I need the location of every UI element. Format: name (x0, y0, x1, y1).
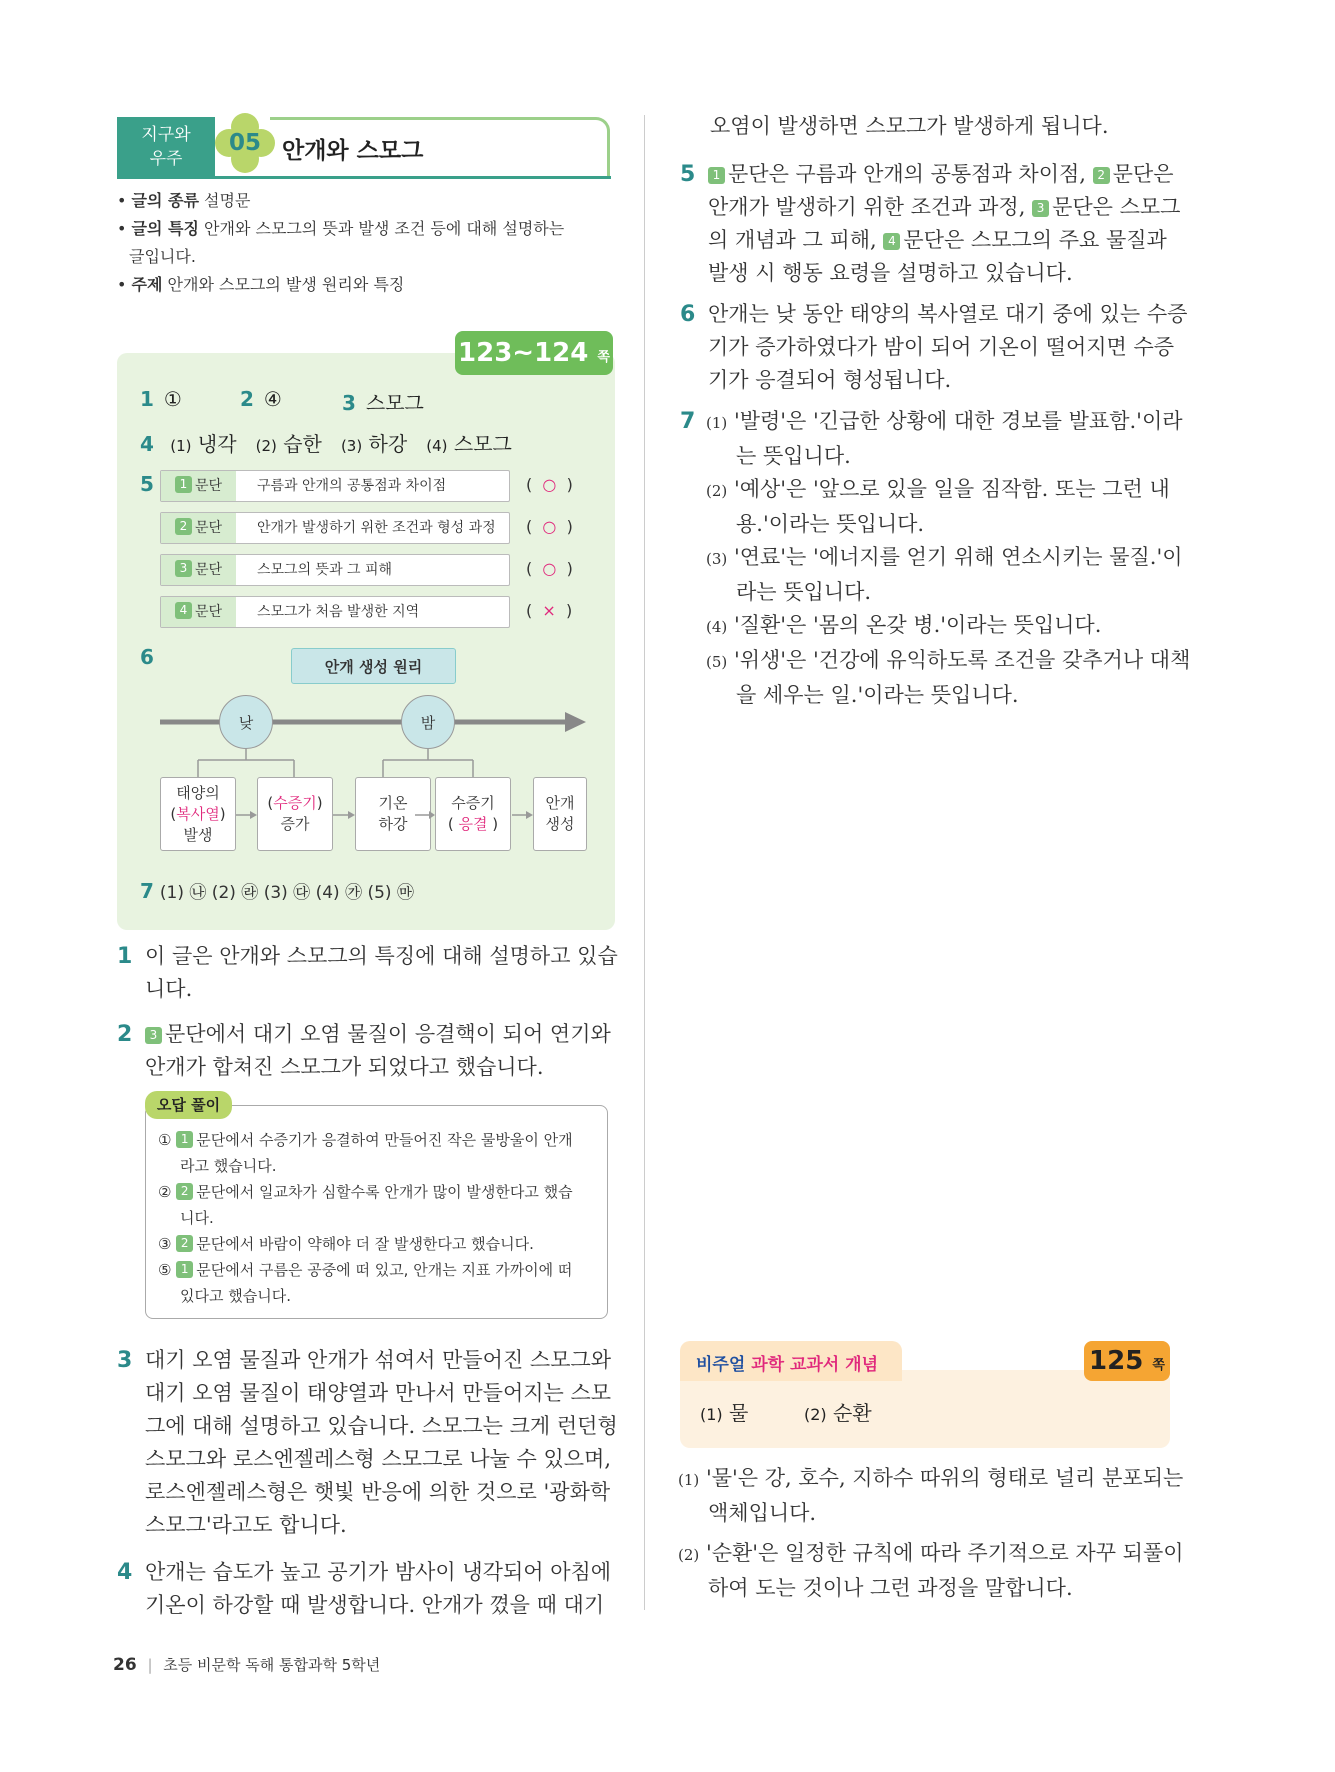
explanation-2-num: 2 (117, 1022, 133, 1047)
mark-4: ( × ) (526, 601, 573, 620)
paragraph-row: 4 문단 스모그가 처음 발생한 지역 (160, 596, 510, 628)
meta-feature: • 글의 특징 안개와 스모그의 뜻과 발생 조건 등에 대해 설명하는 (117, 219, 565, 238)
explanation-6: 안개는 낮 동안 태양의 복사열로 대기 중에 있는 수증 기가 증가하였다가 밤이 되어 기온이 떨어지면 수증 기가 응결되어 형성됩니다. (708, 302, 1188, 392)
explanation-4-num: 4 (117, 1560, 133, 1585)
explanation-3: 대기 오염 물질과 안개가 섞여서 만들어진 스모그와 대기 오염 물질이 태양열과 만나서 만들어지는 스모 그에 대해 설명하고 있습니다. 스모그는 크게 런던형 스모그와 로스엔젤레스형 스모그로 나눌 수 있으며, 로스엔젤레스형은 햇빛 반응에 의한 것으로 '광화학 스모그'라고도 합니다. (145, 1348, 618, 1537)
answer-2: 2 ④ (240, 387, 282, 411)
answer-5-num: 5 (140, 472, 154, 496)
meta-type: • 글의 종류 설명문 (117, 191, 251, 210)
diagram-title: 안개 생성 원리 (291, 648, 456, 684)
visual-page-tag: 125 쪽 (1084, 1341, 1170, 1381)
visual-answer-2: (2) 순환 (804, 1401, 872, 1425)
wrong-answer-tag: 오답 풀이 (145, 1091, 232, 1119)
subject-line2: 우주 (149, 149, 183, 169)
paragraph-row: 2 문단 안개가 발생하기 위한 조건과 형성 과정 (160, 512, 510, 544)
subject-line1: 지구와 (141, 125, 191, 145)
night-circle: 밤 (401, 695, 455, 749)
visual-title: 비주얼 과학 교과서 개념 (696, 1355, 878, 1375)
lesson-number: 05 (228, 130, 261, 156)
column-divider (644, 115, 645, 1610)
explanation-6-num: 6 (680, 302, 696, 327)
mark-2: ( ○ ) (526, 517, 573, 536)
explanation-4: 안개는 습도가 높고 공기가 밤사이 냉각되어 아침에 기온이 하강할 때 발생합니다. 안개가 꼈을 때 대기 (145, 1560, 612, 1617)
mark-3: ( ○ ) (526, 559, 573, 578)
explanation-7: (1) '발령'은 '긴급한 상황에 대한 경보를 발표함.'이라 는 뜻입니다. (2) '예상'은 '앞으로 있을 일을 짐작함. 또는 그런 내 용.'이라는 뜻입니다. (3) '연료'는 '에너지를 얻기 위해 연소시키는 물질.'이 라는 뜻입니다. (4) '질환'은 '몸의 온갖 병.'이라는 뜻입니다. (5) '위생'은 '건강에 유익하도록 조건을 갖추거나 대책 을 세우는 일.'이라는 뜻입니다. (706, 409, 1191, 707)
paragraph-row: 3 문단 스모그의 뜻과 그 피해 (160, 554, 510, 586)
explanation-5-num: 5 (680, 162, 696, 187)
visual-box (680, 1370, 1170, 1448)
explanation-4-cont: 오염이 발생하면 스모그가 발생하게 됩니다. (710, 114, 1109, 138)
meta-feature-cont: 글입니다. (129, 247, 196, 266)
subject-tab (117, 117, 215, 177)
meta-topic: • 주제 안개와 스모그의 발생 원리와 특징 (117, 275, 405, 294)
footer: 26 | 초등 비문학 독해 통합과학 5학년 (113, 1655, 381, 1675)
explanation-1-num: 1 (117, 944, 133, 969)
visual-explanation-2: (2) '순환'은 일정한 규칙에 따라 주기적으로 자꾸 되풀이 하여 도는 것이나 그런 과정을 말합니다. (678, 1541, 1184, 1600)
answer-6-num: 6 (140, 645, 154, 669)
explanation-5: 1 문단은 구름과 안개의 공통점과 차이점, 2 문단은 안개가 발생하기 위한 조건과 과정, 3 문단은 스모그 의 개념과 그 피해, 4 문단은 스모그의 주요 물질과 발생 시 행동 요령을 설명하고 있습니다. (708, 162, 1181, 285)
explanation-7-num: 7 (680, 409, 696, 434)
header-underline (117, 176, 611, 179)
visual-explanation-1: (1) '물'은 강, 호수, 지하수 따위의 형태로 널리 분포되는 액체입니다. (678, 1466, 1184, 1525)
day-circle: 낮 (219, 695, 273, 749)
answer-7: 7 (1) ㉯ (2) ㉱ (3) ㉰ (4) ㉮ (5) ㉲ (140, 879, 414, 903)
paragraph-row: 1 문단 구름과 안개의 공통점과 차이점 (160, 470, 510, 502)
page-title: 안개와 스모그 (282, 138, 424, 164)
process-arrows (236, 808, 556, 822)
answer-1: 1 ① (140, 387, 182, 411)
process-box: (수증기) 증가 (257, 777, 333, 851)
answer-4: 4 (1) 냉각 (2) 습한 (3) 하강 (4) 스모그 (140, 432, 512, 456)
process-box: 수증기 ( 응결 ) (435, 777, 511, 851)
answer-3: 3 스모그 (342, 391, 424, 415)
explanation-3-num: 3 (117, 1348, 133, 1373)
process-box: 태양의 (복사열) 발생 (160, 777, 236, 851)
visual-answer-1: (1) 물 (700, 1401, 749, 1425)
wrong-answer-list: ① 1 문단에서 수증기가 응결하여 만들어진 작은 물방울이 안개 라고 했습니다. ② 2 문단에서 일교차가 심할수록 안개가 많이 발생한다고 했습 니다. ③ 2 문단에서 바람이 약해야 더 잘 발생한다고 했습니다. ⑤ 1 문단에서 구름은 공중에 떠 있고, 안개는 지표 가까이에 떠 있다고 했습니다. (158, 1131, 573, 1305)
process-box: 기온 하강 (355, 777, 431, 851)
mark-1: ( ○ ) (526, 475, 573, 494)
page-tag: 123~124 쪽 (455, 331, 613, 375)
explanation-2: 3 문단에서 대기 오염 물질이 응결핵이 되어 연기와 안개가 합쳐진 스모그가 되었다고 했습니다. (145, 1022, 611, 1079)
process-box: 안개 생성 (533, 777, 587, 851)
explanation-1: 이 글은 안개와 스모그의 특징에 대해 설명하고 있습 니다. (145, 944, 618, 1001)
